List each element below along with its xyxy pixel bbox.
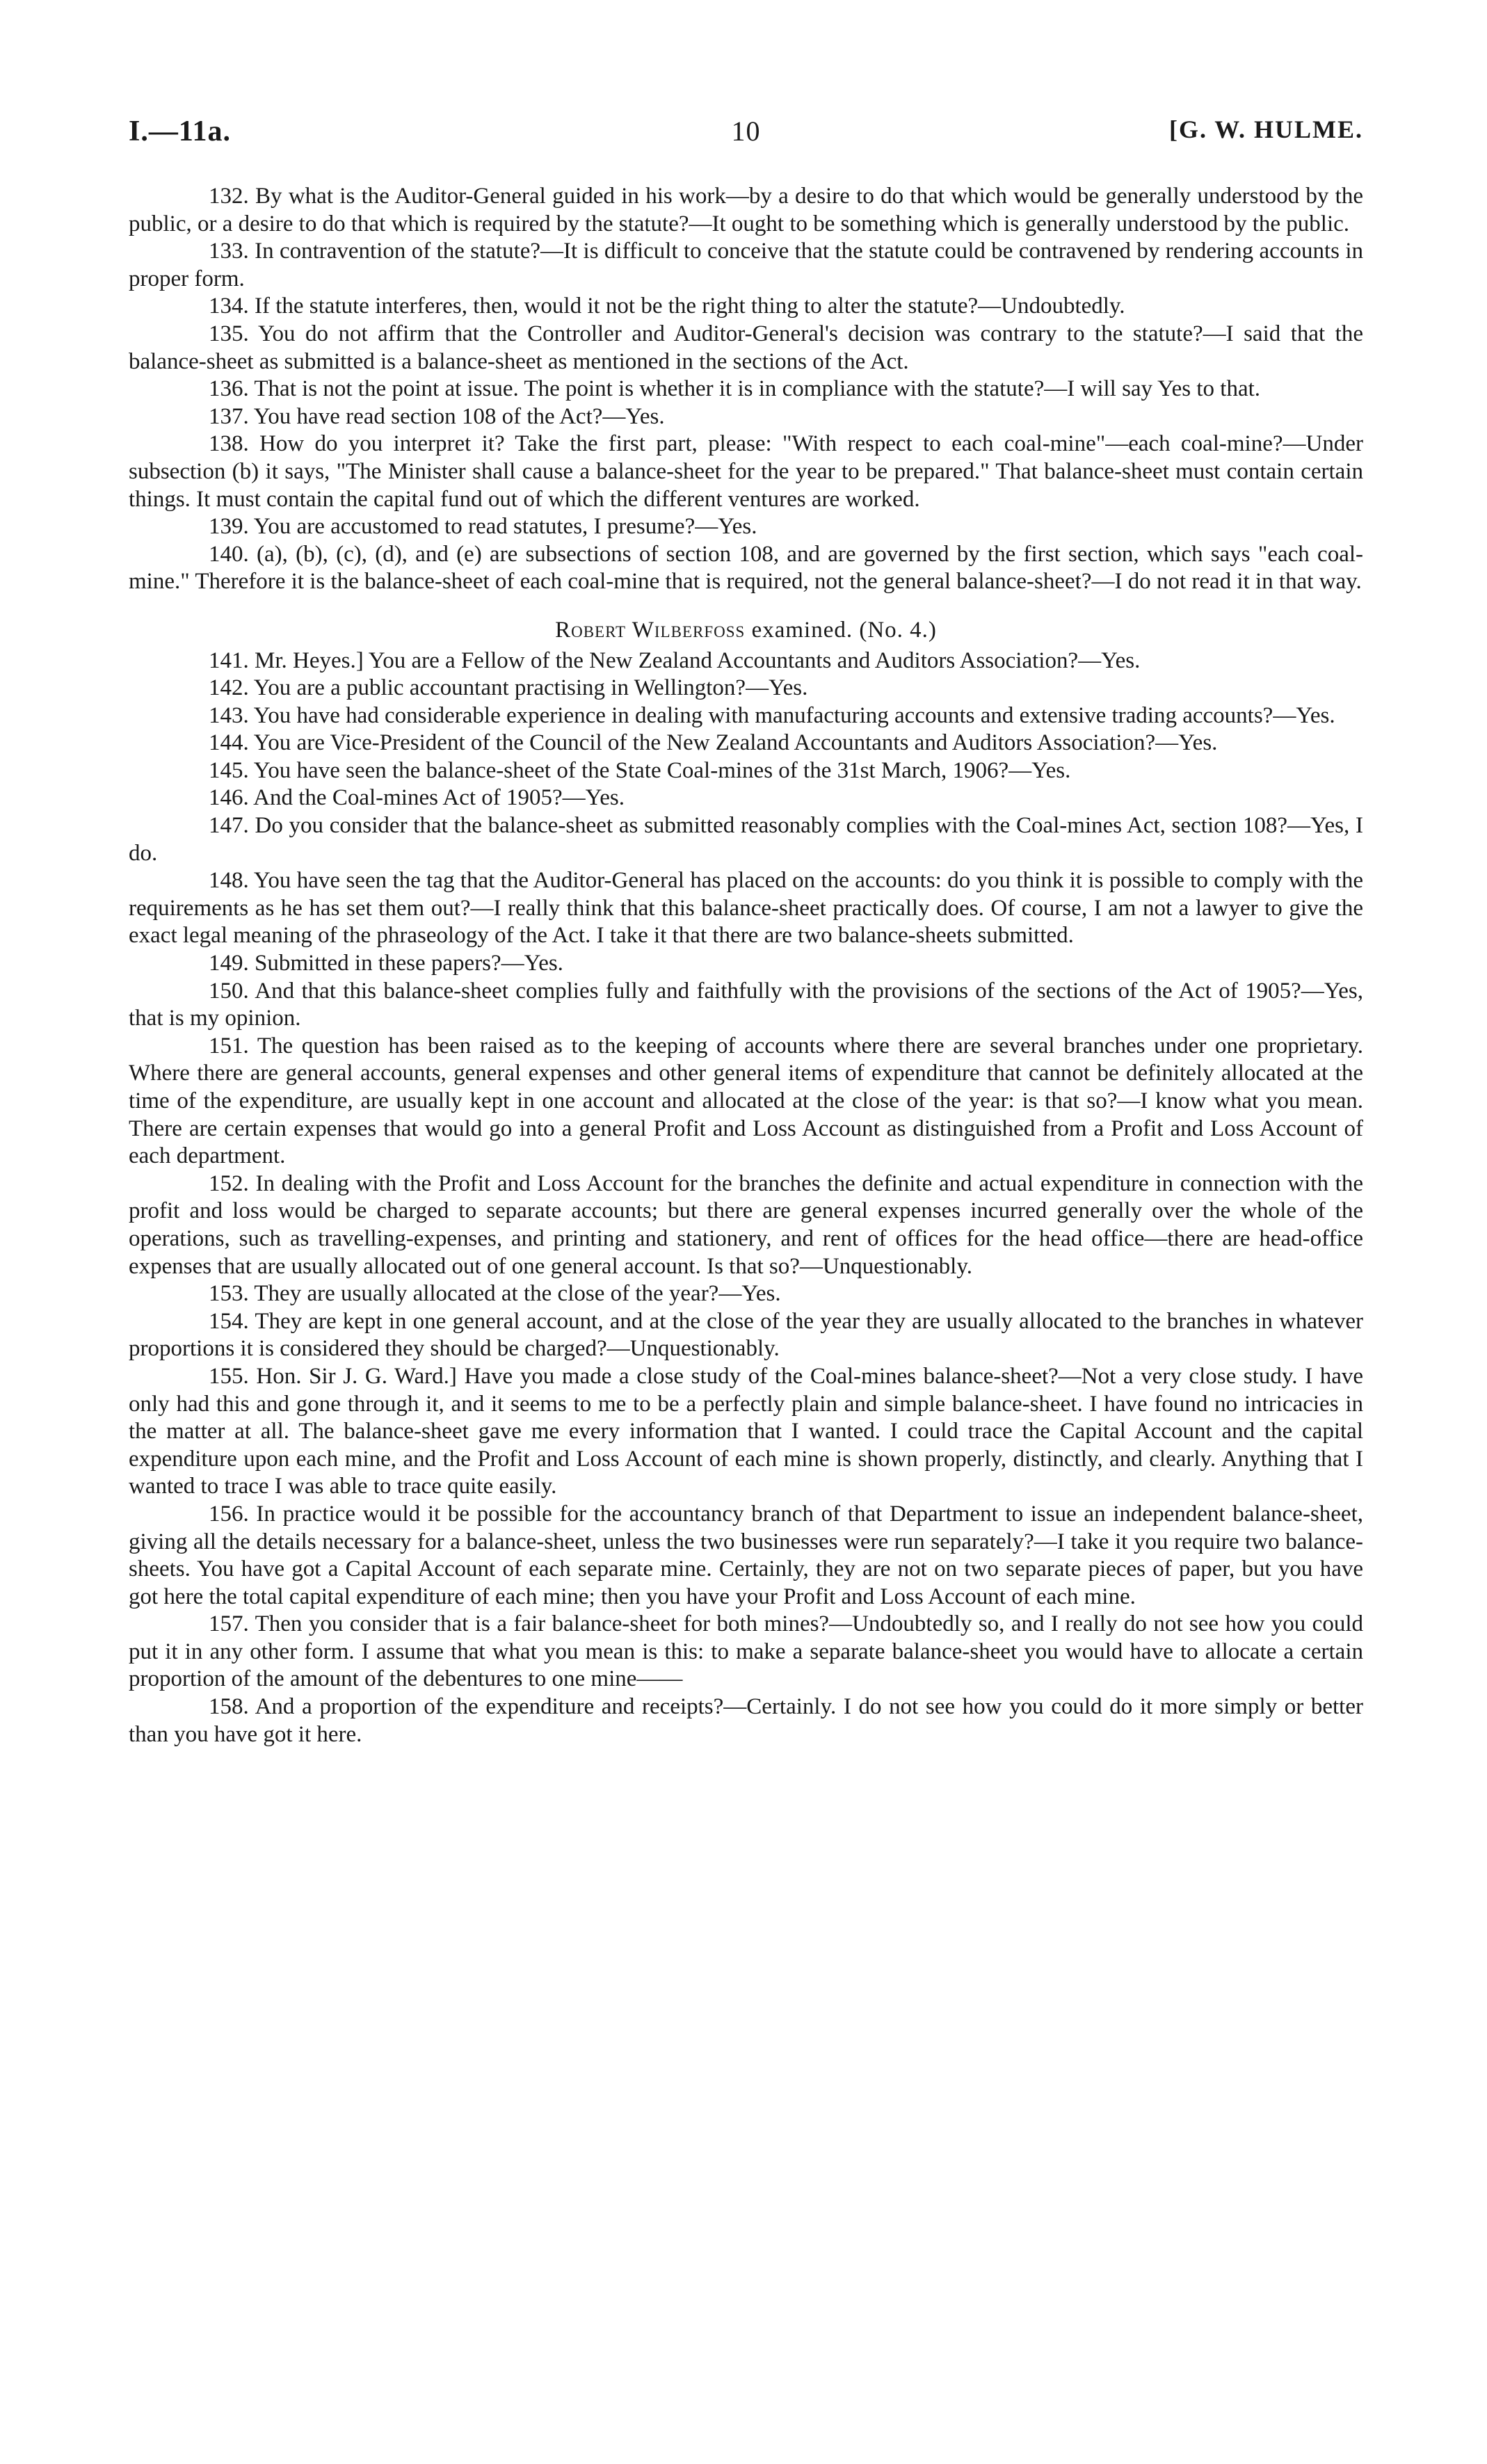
paragraph: 142. You are a public accountant practising in Wellington?—Yes. bbox=[209, 675, 808, 701]
body-text bbox=[129, 183, 1363, 1748]
paper-reference: I.—11a. bbox=[129, 115, 232, 147]
paragraph: 133. In contravention of the statute?—It is difficult to conceive that the statute could be contravened by rendering accounts in proper form. bbox=[129, 239, 1363, 291]
section-heading bbox=[129, 617, 1363, 645]
paragraph: 146. And the Coal-mines Act of 1905?—Yes. bbox=[209, 785, 625, 811]
paragraph: 156. In practice would it be possible for the accountancy branch of that Department to issue an independent balance-sheet, giving all the details necessary for a balance-sheet, unless the two businesses were run separately?—I take it you require two balance-sheets. You have got a Capital Account of each separate mine. Certainly, they are not on two separate pieces of paper, but you have got here the total capital expenditure of each mine; then you have your Profit and Loss Account of each mine. bbox=[129, 1501, 1363, 1609]
paragraph: 139. You are accustomed to read statutes, I presume?—Yes. bbox=[209, 514, 757, 540]
paragraph: 132. By what is the Auditor-General guided in his work—by a desire to do that which would be generally understood by the public, or a desire to do that which is required by the statute?—It ought to be something which is generally understood by the public. bbox=[129, 184, 1363, 236]
paragraph: 147. Do you consider that the balance-sheet as submitted reasonably complies with the Coal-mines Act, section 108?—Yes, I do. bbox=[129, 813, 1363, 866]
paragraph: 153. They are usually allocated at the close of the year?—Yes. bbox=[209, 1281, 781, 1307]
paragraph: 140. (a), (b), (c), (d), and (e) are subsections of section 108, and are governed by the first section, which says "each coal-mine." Therefore it is the balance-sheet of each coal-mine that is required, not the general balance-sheet?—I do not read it in that way. bbox=[129, 541, 1363, 595]
paragraph: 141. Mr. Heyes.] You are a Fellow of the New Zealand Accountants and Auditors Association?—Yes. bbox=[209, 647, 1141, 673]
paragraph: 144. You are Vice-President of the Council of the New Zealand Accountants and Auditors Association?—Yes. bbox=[209, 730, 1218, 756]
examination-label: examined. (No. 4.) bbox=[751, 617, 937, 643]
paragraph: 152. In dealing with the Profit and Loss Account for the branches the definite and actual expenditure in connection with the profit and loss would be charged to separate accounts; but there are general expenses incurred generally over the whole of the operations, such as travelling-expenses, and printing and stationery, and rent of offices for the head office—there are head-office expenses that are usually allocated out of one general account. Is that so?—Unquestionably. bbox=[129, 1170, 1363, 1279]
witness-name: [G. W. HULME. bbox=[1168, 115, 1363, 143]
paragraph: 150. And that this balance-sheet complies fully and faithfully with the provisions of the sections of the Act of 1905?—Yes, that is my opinion. bbox=[129, 978, 1363, 1031]
paragraph: 158. And a proportion of the expenditure and receipts?—Certainly. I do not see how you could do it more simply or better than you have got it here. bbox=[129, 1694, 1363, 1747]
document-page bbox=[129, 115, 1363, 1748]
paragraph: 135. You do not affirm that the Controller and Auditor-General's decision was contrary to the statute?—I said that the balance-sheet as submitted is a balance-sheet as mentioned in the sections of the Act. bbox=[129, 321, 1363, 374]
running-header bbox=[129, 115, 1363, 156]
paragraph: 138. How do you interpret it? Take the first part, please: "With respect to each coal-mine"—each coal-mine?—Under subsection (b) it says, "The Minister shall cause a balance-sheet for the year to be prepared." That balance-sheet must contain certain things. It must contain the capital fund out of which the different ventures are worked. bbox=[129, 431, 1363, 512]
paragraph: 155. Hon. Sir J. G. Ward.] Have you made a close study of the Coal-mines balance-sheet?—Not a very close study. I have only had this and gone through it, and it seems to me to be a perfectly plain and simple balance-sheet. I have found no intricacies in the matter at all. The balance-sheet gave me every information that I wanted. I could trace the Capital Account and the capital expenditure upon each mine, and the Profit and Loss Account of each mine is shown properly, distinctly, and clearly. Anything that I wanted to trace I was able to trace quite easily. bbox=[129, 1363, 1363, 1499]
paragraph: 136. That is not the point at issue. The point is whether it is in compliance with the statute?—I will say Yes to that. bbox=[209, 376, 1261, 402]
paragraph: 154. They are kept in one general account, and at the close of the year they are usually allocated to the branches in whatever proportions it is considered they should be charged?—Unquestionably. bbox=[129, 1308, 1363, 1362]
paragraph: 145. You have seen the balance-sheet of the State Coal-mines of the 31st March, 1906?—Yes. bbox=[209, 757, 1071, 783]
paragraph: 134. If the statute interferes, then, would it not be the right thing to alter the statute?—Undoubtedly. bbox=[209, 293, 1125, 319]
paragraph: 157. Then you consider that is a fair balance-sheet for both mines?—Undoubtedly so, and I really do not see how you could put it in any other form. I assume that what you mean is this: to make a separate balance-sheet you would have to allocate a certain proportion of the amount of the debentures to one mine—— bbox=[129, 1611, 1363, 1692]
paragraph: 148. You have seen the tag that the Auditor-General has placed on the accounts: do you think it is possible to comply with the requirements as he has set them out?—I really think that this balance-sheet practically does. Of course, I am not a lawyer to give the exact legal meaning of the phraseology of the Act. I take it that there are two balance-sheets submitted. bbox=[129, 868, 1363, 949]
examinee-name: Robert Wilberfoss bbox=[555, 617, 746, 643]
paragraph: 151. The question has been raised as to the keeping of accounts where there are several branches under one proprietary. Where there are general accounts, general expenses and other general items of expenditure that cannot be definitely allocated at the time of the expenditure, are usually kept in one account and allocated at the close of the year: is that so?—I know what you mean. There are certain expenses that would go into a general Profit and Loss Account as distinguished from a Profit and Loss Account of each department. bbox=[129, 1033, 1363, 1169]
paragraph: 149. Submitted in these papers?—Yes. bbox=[209, 951, 563, 976]
page-number: 10 bbox=[731, 115, 761, 147]
paragraph: 143. You have had considerable experience in dealing with manufacturing accounts and extensive trading accounts?—Yes. bbox=[209, 702, 1335, 728]
paragraph: 137. You have read section 108 of the Act?—Yes. bbox=[209, 403, 665, 429]
